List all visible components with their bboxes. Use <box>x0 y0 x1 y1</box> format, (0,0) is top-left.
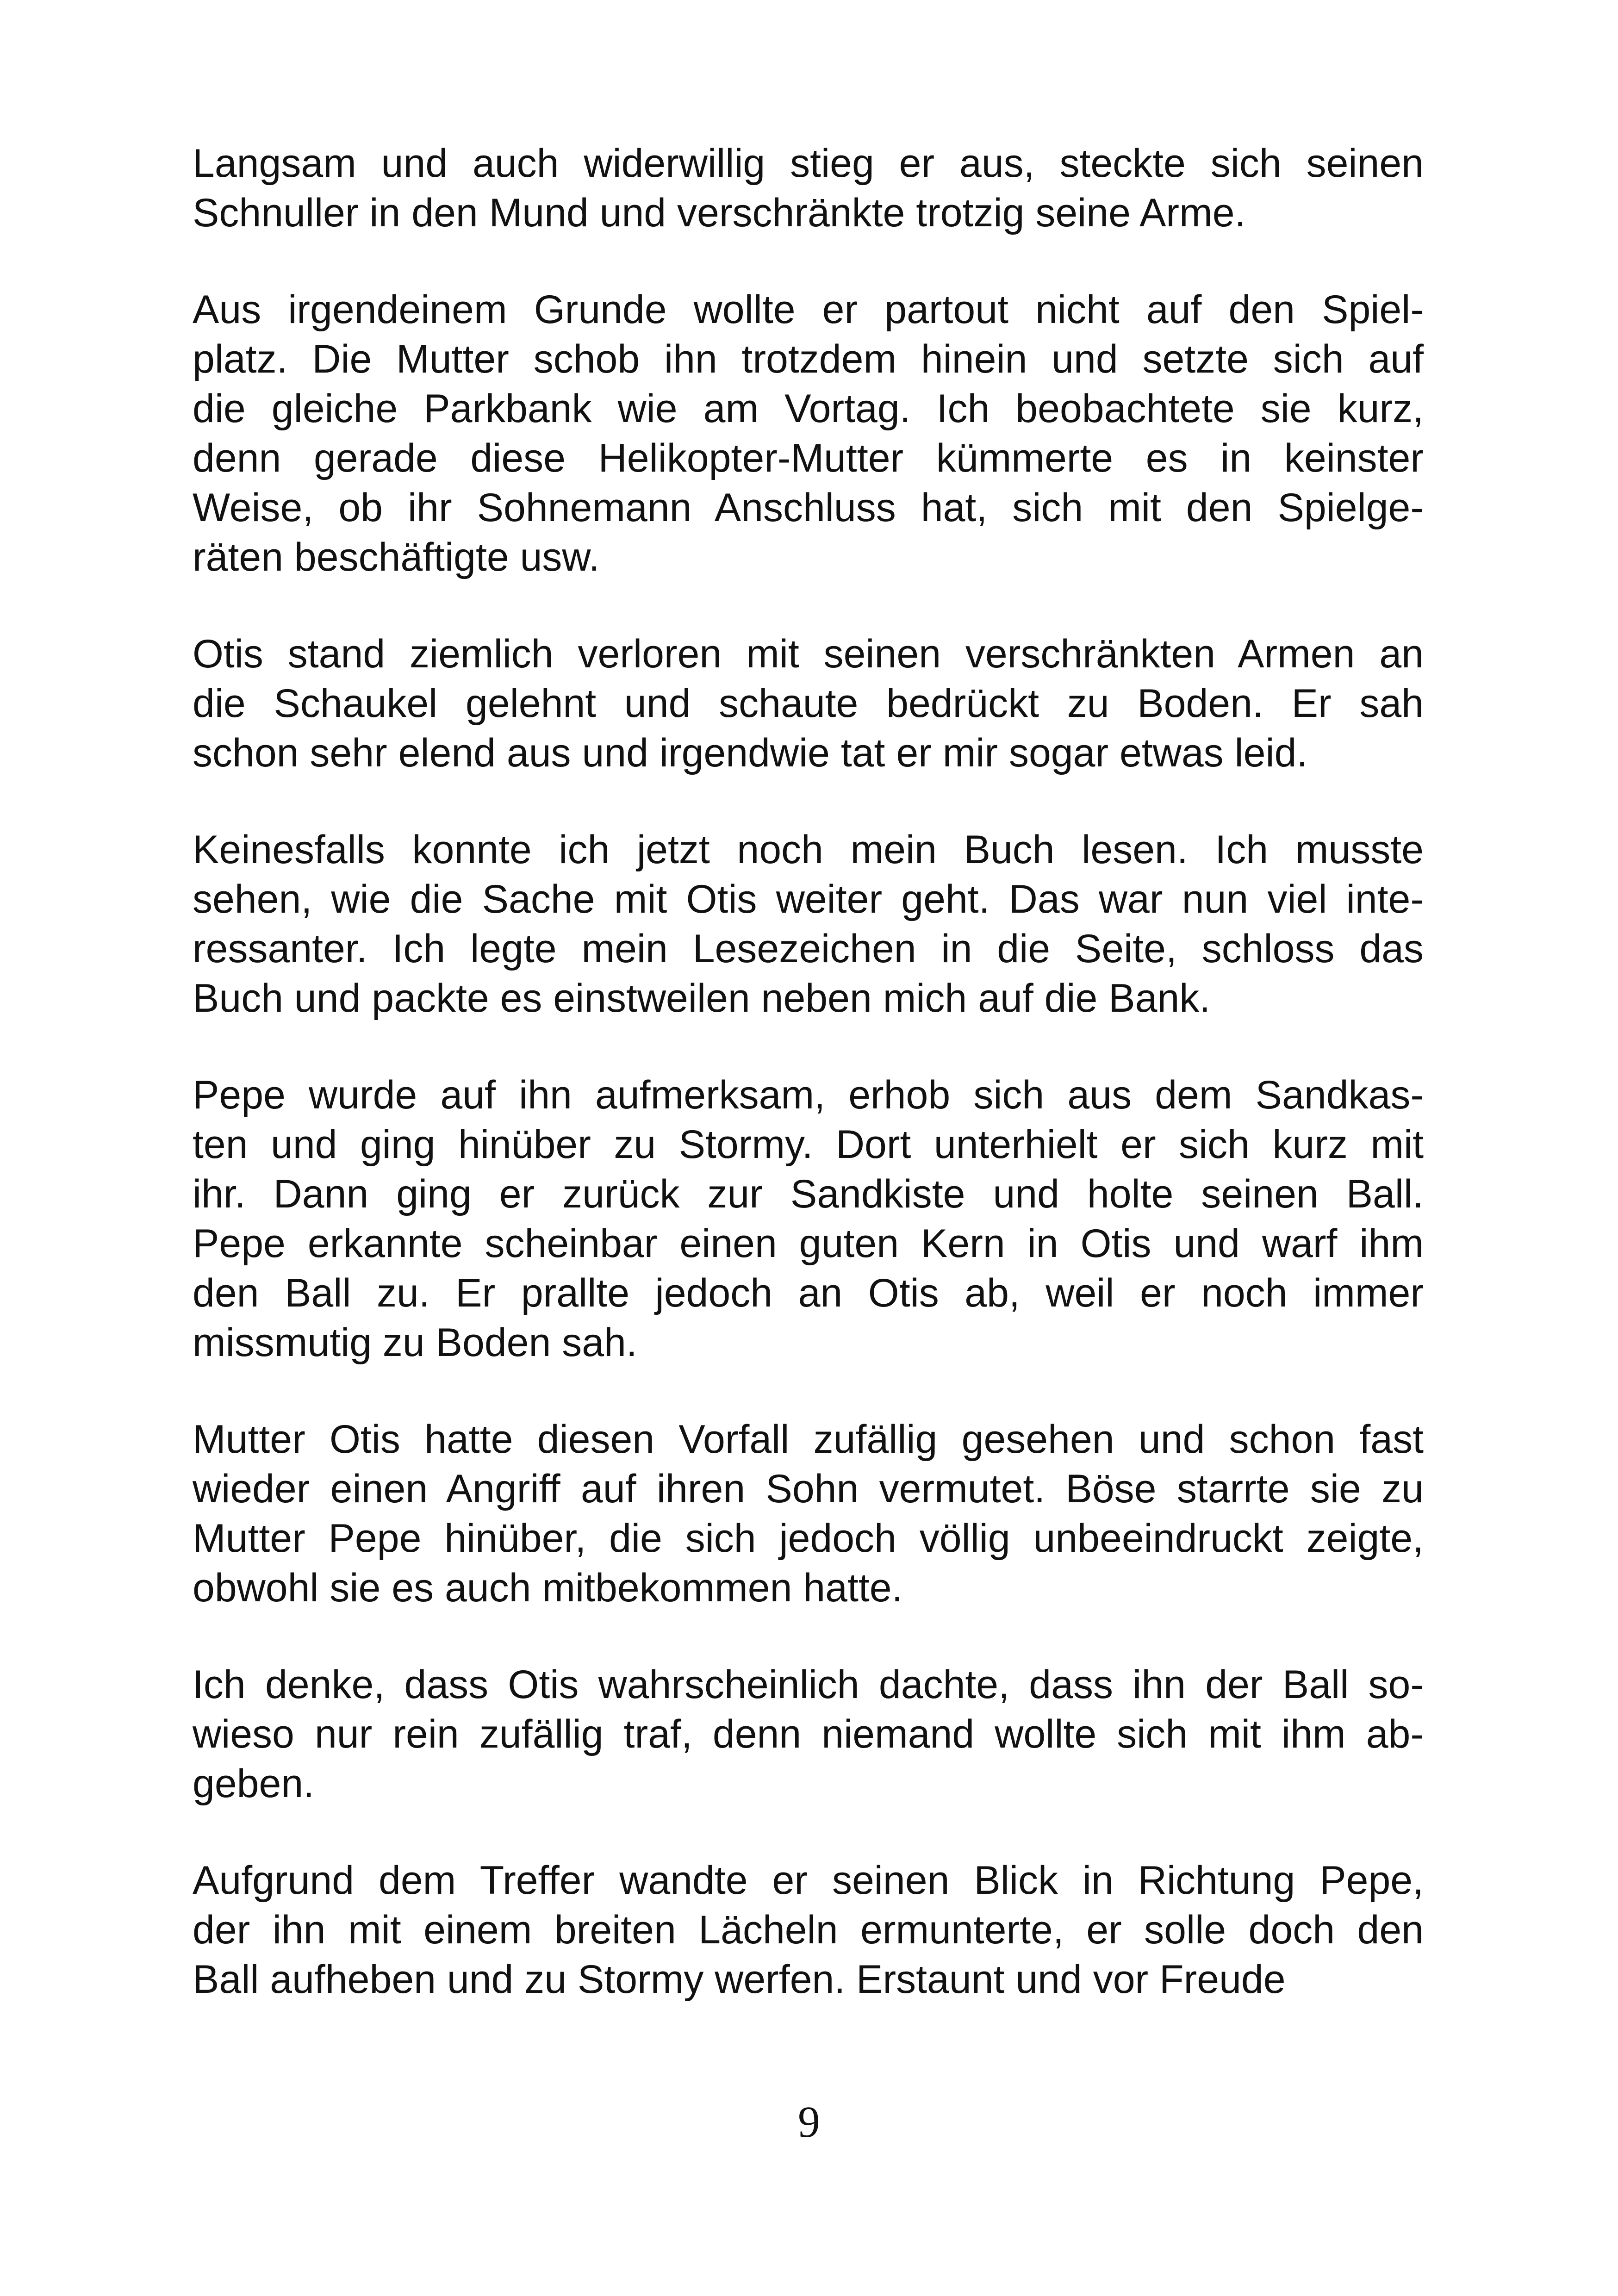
paragraph <box>193 139 1424 238</box>
text-line: Mutter Pepe hinüber, die sich jedoch völlig unbeeindruckt zeigte, <box>193 1516 1424 1561</box>
text-line: missmutig zu Boden sah. <box>193 1320 637 1365</box>
text-line: Mutter Otis hatte diesen Vorfall zufällig gesehen und schon fast <box>193 1417 1424 1462</box>
paragraph <box>193 825 1424 1023</box>
text-line: platz. Die Mutter schob ihn trotzdem hinein und setzte sich auf <box>193 337 1424 381</box>
text-line: der ihn mit einem breiten Lächeln ermunterte, er solle doch den <box>193 1908 1424 1952</box>
text-line: schon sehr elend aus und irgendwie tat er mir sogar etwas leid. <box>193 731 1308 775</box>
text-line: obwohl sie es auch mitbekommen hatte. <box>193 1566 903 1610</box>
text-line: Keinesfalls konnte ich jetzt noch mein Buch lesen. Ich musste <box>193 828 1424 872</box>
text-line: Schnuller in den Mund und verschränkte trotzig seine Arme. <box>193 191 1246 235</box>
paragraph <box>193 1415 1424 1613</box>
text-line: Aufgrund dem Treffer wandte er seinen Blick in Richtung Pepe, <box>193 1858 1424 1903</box>
text-line: sehen, wie die Sache mit Otis weiter geht. Das war nun viel inte- <box>193 877 1424 921</box>
text-line: geben. <box>193 1761 315 1806</box>
paragraph <box>193 1856 1424 2004</box>
text-line: ten und ging hinüber zu Stormy. Dort unterhielt er sich kurz mit <box>193 1122 1424 1167</box>
text-line: Langsam und auch widerwillig stieg er aus, steckte sich seinen <box>193 141 1424 186</box>
paragraph <box>193 629 1424 778</box>
body-text <box>193 139 1424 2052</box>
paragraph <box>193 285 1424 582</box>
text-line: räten beschäftigte usw. <box>193 535 600 579</box>
paragraph <box>193 1660 1424 1809</box>
text-line: den Ball zu. Er prallte jedoch an Otis ab, weil er noch immer <box>193 1271 1424 1315</box>
text-line: Ich denke, dass Otis wahrscheinlich dachte, dass ihn der Ball so- <box>193 1662 1424 1707</box>
text-line: Weise, ob ihr Sohnemann Anschluss hat, sich mit den Spielge- <box>193 485 1424 530</box>
text-line: ressanter. Ich legte mein Lesezeichen in die Seite, schloss das <box>193 927 1424 971</box>
text-line: Pepe erkannte scheinbar einen guten Kern in Otis und warf ihm <box>193 1221 1424 1266</box>
text-line: die gleiche Parkbank wie am Vortag. Ich beobachtete sie kurz, <box>193 386 1424 431</box>
text-line: wieso nur rein zufällig traf, denn niemand wollte sich mit ihm ab- <box>193 1712 1424 1756</box>
text-line: Pepe wurde auf ihn aufmerksam, erhob sich aus dem Sandkas- <box>193 1073 1424 1117</box>
text-line: Buch und packte es einstweilen neben mich auf die Bank. <box>193 976 1211 1020</box>
text-line: denn gerade diese Helikopter-Mutter kümmerte es in keinster <box>193 436 1424 480</box>
text-line: wieder einen Angriff auf ihren Sohn vermutet. Böse starrte sie zu <box>193 1467 1424 1511</box>
text-line: die Schaukel gelehnt und schaute bedrückt zu Boden. Er sah <box>193 681 1424 726</box>
text-line: Aus irgendeinem Grunde wollte er partout nicht auf den Spiel- <box>193 287 1424 332</box>
text-line: Ball aufheben und zu Stormy werfen. Erstaunt und vor Freude <box>193 1957 1286 2002</box>
paragraph <box>193 1070 1424 1368</box>
text-line: Otis stand ziemlich verloren mit seinen verschränkten Armen an <box>193 632 1424 676</box>
page-number: 9 <box>798 2097 820 2147</box>
text-line: ihr. Dann ging er zurück zur Sandkiste und holte seinen Ball. <box>193 1172 1424 1216</box>
